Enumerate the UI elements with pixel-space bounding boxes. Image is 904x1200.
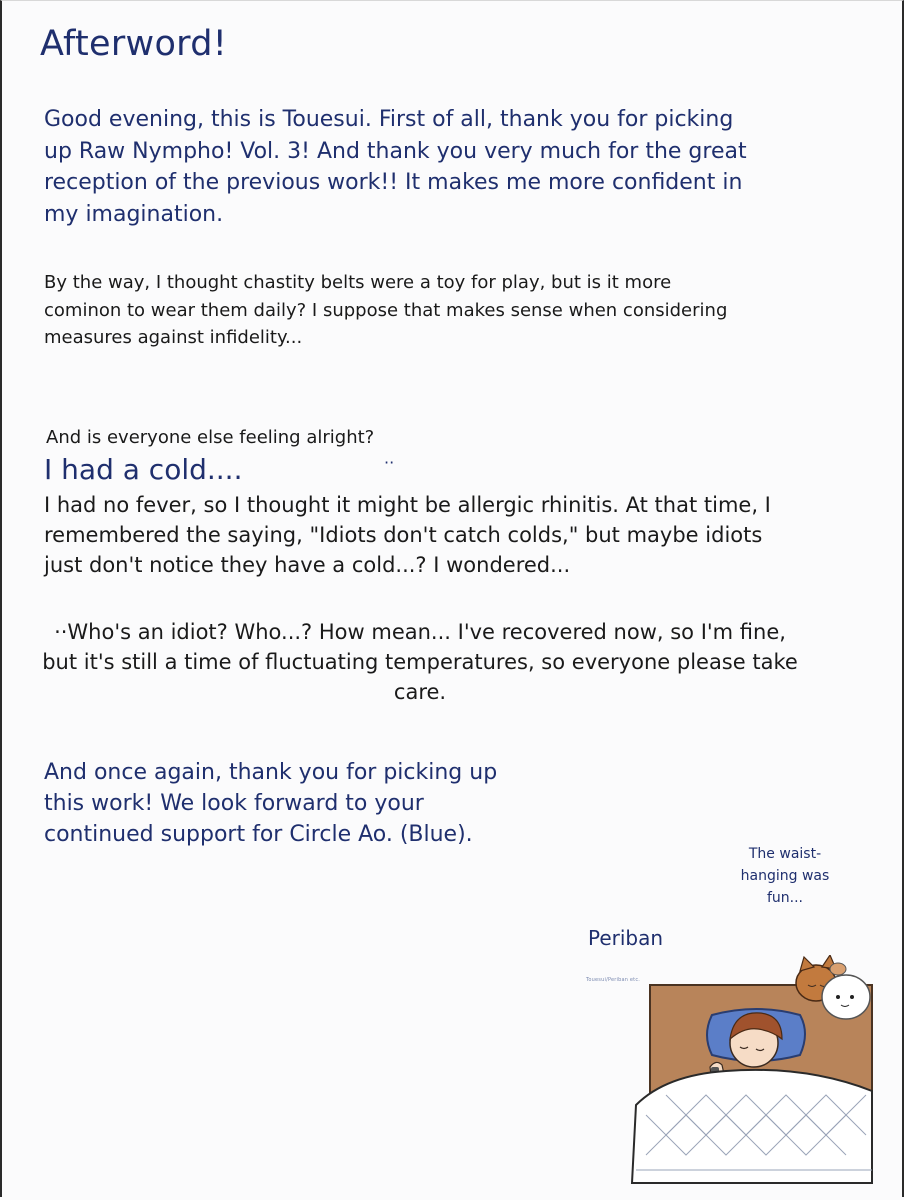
cold-body-paragraph: I had no fever, so I thought it might be allergic rhinitis. At that time, I remembered the saying, "Idiots don't catch colds," but maybe idiots just don't notice they have a cold...? I wondered... — [44, 493, 771, 577]
chastity-paragraph: By the way, I thought chastity belts were a toy for play, but is it more cominon to wear them daily? I suppose that makes sense when considering measures against infidelity... — [44, 272, 728, 348]
sleeping-illustration — [626, 955, 876, 1185]
artist-signature: Periban — [588, 926, 664, 950]
question-line: And is everyone else feeling alright? — [46, 427, 375, 448]
page-title: Afterword! — [40, 24, 228, 64]
blanket — [632, 1070, 872, 1183]
cold-heading: I had a cold.... — [44, 453, 243, 486]
tiny-credit: Touesui/Periban etc. — [586, 977, 641, 983]
cold-dots: ·· — [384, 453, 395, 472]
intro-paragraph: Good evening, this is Touesui. First of all, thank you for picking up Raw Nympho! Vol. 3! And thank you very much for the great reception of the previous work!! It makes me more confident in my imagination. — [44, 107, 747, 227]
thanks-paragraph: And once again, thank you for picking up this work! We look forward to your continued support for Circle Ao. (Blue). — [44, 760, 498, 847]
illustration-note: The waist-hanging was fun... — [740, 846, 830, 906]
idiot-paragraph: ··Who's an idiot? Who...? How mean... I've recovered now, so I'm fine, but it's still a time of fluctuating temperatures, so everyone please take care. — [42, 620, 798, 704]
